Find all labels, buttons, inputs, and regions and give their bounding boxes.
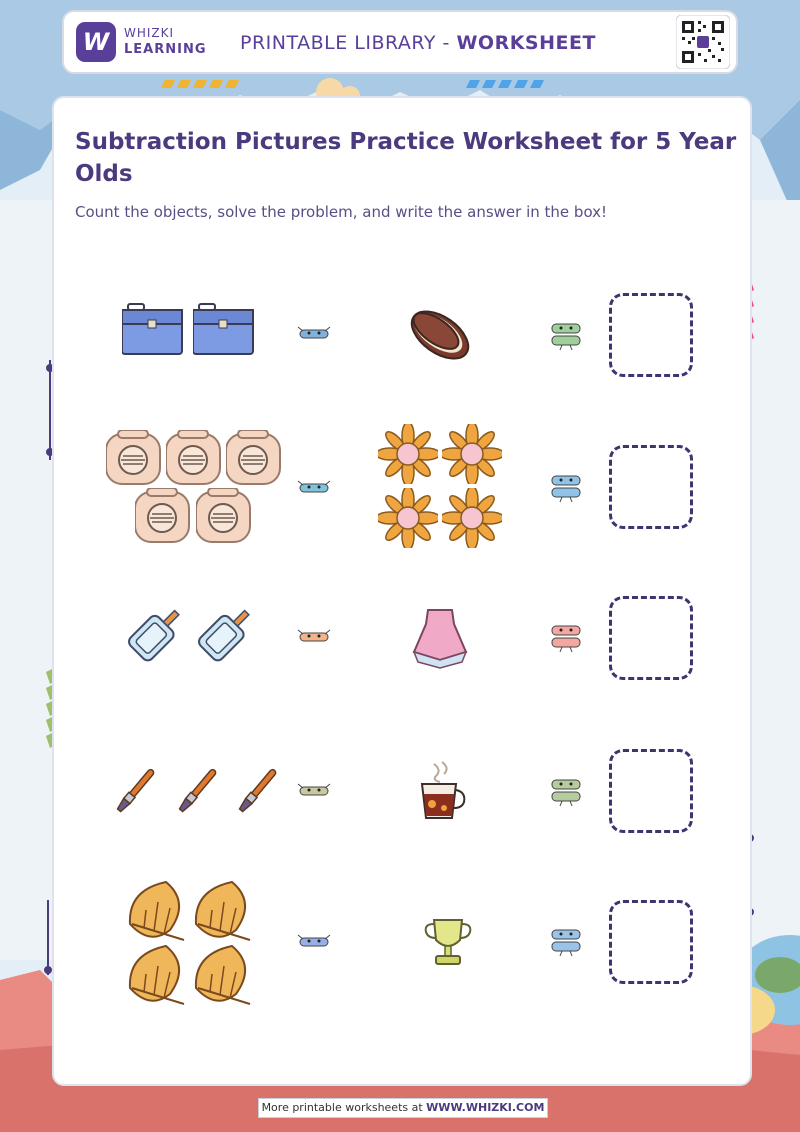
briefcase-icon <box>122 300 184 360</box>
equals-sign-icon <box>548 318 584 352</box>
worksheet-title: Subtraction Pictures Practice Worksheet for 5 Year Olds <box>75 129 737 187</box>
paintbrush-icon <box>166 764 222 820</box>
heater-icon <box>166 430 222 486</box>
answer-box-2[interactable] <box>609 445 693 529</box>
logo-letter: W <box>82 28 110 56</box>
equals-sign-icon <box>548 774 584 808</box>
minus-sign-icon <box>297 781 331 801</box>
footer-link[interactable] <box>258 1098 548 1118</box>
equals-sign-icon <box>548 620 584 654</box>
luggage-tag-icon <box>190 604 256 670</box>
answer-box-1[interactable] <box>609 293 693 377</box>
flower-icon <box>378 424 438 484</box>
luggage-tag-icon <box>120 604 186 670</box>
library-heading <box>240 32 596 54</box>
answer-box-5[interactable] <box>609 900 693 984</box>
heater-icon <box>226 430 282 486</box>
mulled-wine-icon <box>412 760 472 822</box>
flower-icon <box>442 424 502 484</box>
paintbrush-icon <box>226 764 282 820</box>
leaf-icon <box>126 880 188 942</box>
leaf-icon <box>126 944 188 1006</box>
brand-name-line2: LEARNING <box>124 42 207 57</box>
library-label: PRINTABLE LIBRARY - <box>240 32 457 54</box>
brand-name-line1: WHIZKI <box>124 26 175 40</box>
flower-icon <box>442 488 502 548</box>
minus-sign-icon <box>297 627 331 647</box>
minus-sign-icon <box>297 324 331 344</box>
heater-icon <box>135 488 191 544</box>
paintbrush-icon <box>104 764 160 820</box>
minus-sign-icon <box>297 932 331 952</box>
footer-prefix: More printable worksheets at <box>261 1101 427 1114</box>
worksheet-instructions: Count the objects, solve the problem, and write the answer in the box! <box>75 203 608 221</box>
site-header <box>62 10 738 74</box>
minus-sign-icon <box>297 478 331 498</box>
answer-box-3[interactable] <box>609 596 693 680</box>
trophy-icon <box>418 914 474 968</box>
answer-box-4[interactable] <box>609 749 693 833</box>
flower-icon <box>378 488 438 548</box>
heater-icon <box>196 488 252 544</box>
whizki-logo[interactable] <box>76 22 116 62</box>
equals-sign-icon <box>548 470 584 504</box>
equals-sign-icon <box>548 924 584 958</box>
footer-url[interactable]: WWW.WHIZKI.COM <box>426 1101 545 1114</box>
library-highlight: WORKSHEET <box>456 32 596 54</box>
heater-icon <box>106 430 162 486</box>
cookie-icon <box>405 300 475 370</box>
qr-code-icon[interactable] <box>676 15 730 69</box>
briefcase-icon <box>193 300 255 360</box>
leaf-icon <box>192 944 254 1006</box>
dress-icon <box>410 606 472 670</box>
leaf-icon <box>192 880 254 942</box>
